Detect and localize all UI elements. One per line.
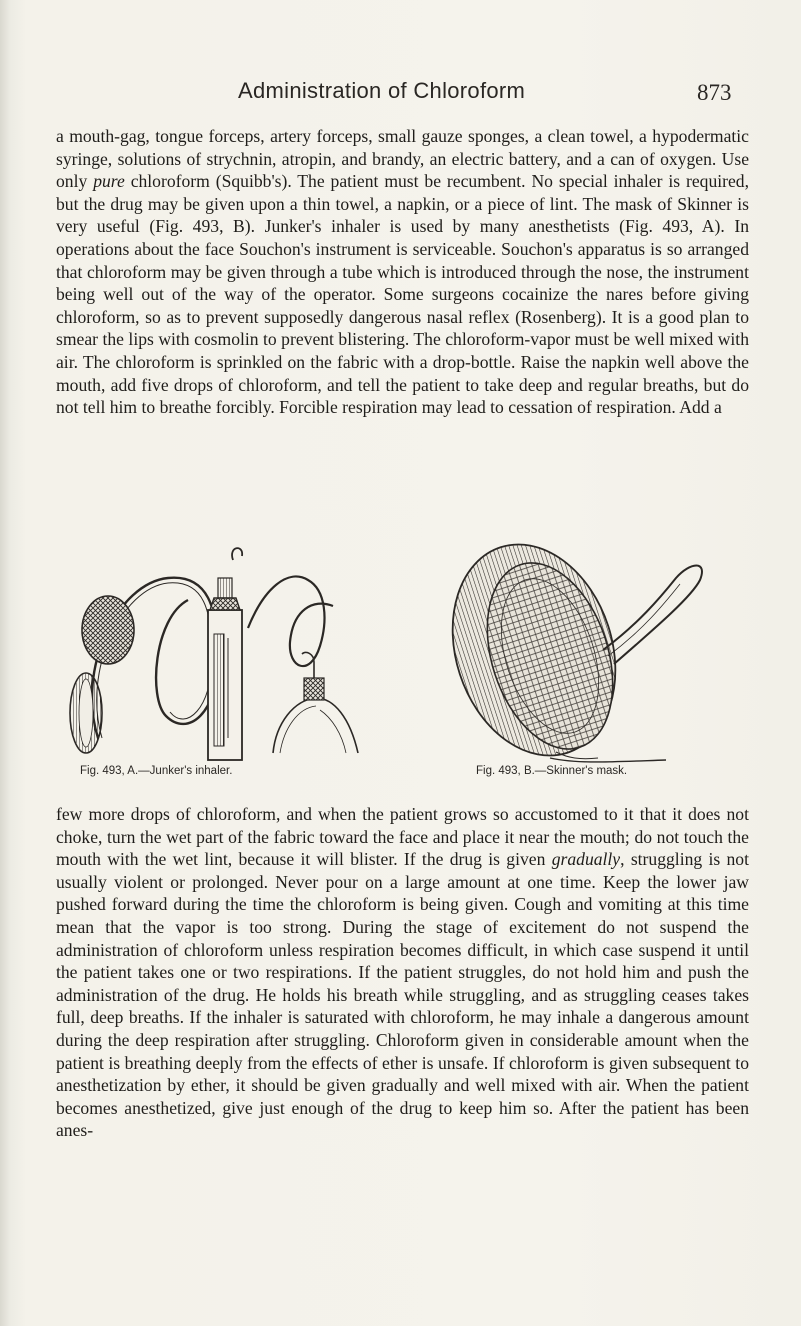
running-head-title: Administration of Chloroform <box>238 78 526 103</box>
figure-junkers-inhaler <box>58 538 368 798</box>
figure-skinners-mask <box>438 538 764 798</box>
figure-b-caption: Fig. 493, B.—Skinner's mask. <box>476 765 628 777</box>
paragraph-1-text <box>56 125 749 419</box>
paragraph-1 <box>56 125 749 419</box>
paragraph-2-emphasis: gradually <box>551 849 621 870</box>
running-head <box>0 78 801 108</box>
paragraph-1-emphasis: pure <box>93 171 125 192</box>
skinners-mask-illustration <box>438 538 764 768</box>
paragraph-2-part-b: , struggling is not usually violent or prolonged. Never pour on a large amount at one time. Keep the lower jaw pushed forward during the time the chloroform is being given. Cough and vomiting at this time mean that the vapor is too strong. During the stage of excitement do not suspend the administration of chloroform unless respiration becomes difficult, in which case suspend it until the patient takes one or two respirations. If the patient struggles, do not hold him and push the administration of the drug. He holds his breath while struggling, and as struggling ceases takes full, deep breaths. If the inhaler is saturated with chloroform, he may inhale a dangerous amount during the deep respiration after struggling. Chloroform given in considerable amount when the patient is breathing deeply from the effects of ether is unsafe. If chloroform is given subsequent to anesthetization by ether, it should be given gradually and well mixed with air. When the patient becomes anesthetized, give just enough of the drug to keep him so. After the patient has been anes- <box>56 849 749 1141</box>
paragraph-1-part-a: a mouth-gag, tongue forceps, artery forceps, small gauze sponges, a clean towel, a hypodermatic syringe, solutions of strychnin, atropin, and brandy, an electric battery, and a can of oxygen. Use only <box>56 126 749 192</box>
paragraph-2-part-a: few more drops of chloroform, and when the patient grows so accustomed to it that it does not choke, turn the wet part of the fabric toward the face and place it near the mouth; do not touch the mouth with the wet lint, because it will blister. If the drug is given <box>56 804 749 870</box>
junkers-inhaler-illustration <box>58 538 368 768</box>
figure-a-caption: Fig. 493, A.—Junker's inhaler. <box>80 765 233 777</box>
paragraph-1-part-b: chloroform (Squibb's). The patient must be recumbent. No special inhaler is required, but the drug may be given upon a thin towel, a napkin, or a piece of lint. The mask of Skinner is very useful (Fig. 493, B). Junker's inhaler is used by many anesthetists (Fig. 493, A). In operations about the face Souchon's instrument is serviceable. Souchon's apparatus is so arranged that chloroform may be given through a tube which is introduced through the nose, the instrument being well out of the way of the operator. Some surgeons cocainize the nares before giving chloroform, so as to prevent supposedly dangerous nasal reflex (Rosenberg). It is a good plan to smear the lips with cosmolin to prevent blistering. The chloroform-vapor must be well mixed with air. The chloroform is sprinkled on the fabric with a drop-bottle. Raise the napkin well above the mouth, add five drops of chloroform, and tell the patient to take deep and regular breaths, but do not tell him to breathe forcibly. Forcible respiration may lead to cessation of respiration. Add a <box>56 171 749 418</box>
page-number: 873 <box>697 80 732 105</box>
paragraph-2 <box>56 803 749 1142</box>
paragraph-2-text <box>56 803 749 1142</box>
